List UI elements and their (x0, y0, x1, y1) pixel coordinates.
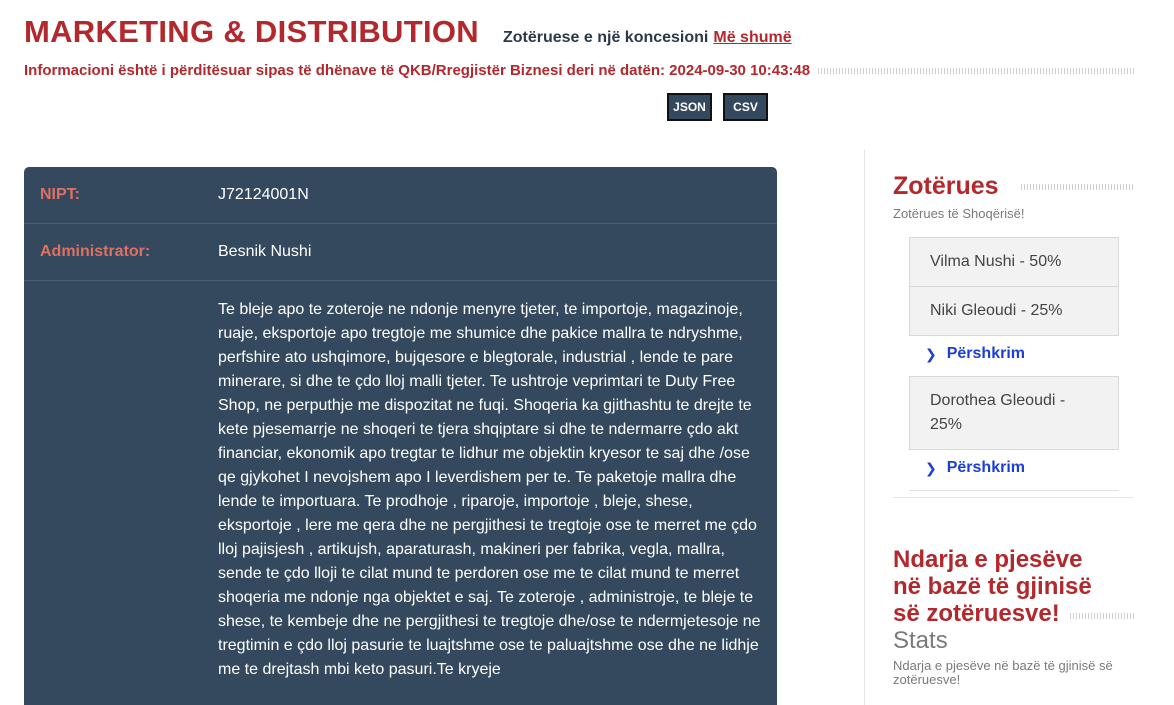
owners-list-end-divider (909, 490, 1119, 491)
section-divider (893, 497, 1134, 498)
company-details-card (24, 167, 777, 705)
nipt-value: J72124001N (218, 186, 309, 203)
owner-description-link[interactable] (925, 345, 1025, 363)
owner-item[interactable]: Dorothea Gleoudi - 25% (909, 376, 1119, 450)
gender-stats-heading: Ndarja e pjesëve në bazë të gjinisë së zotëruesve! (893, 546, 1092, 627)
owners-heading: Zotërues (893, 172, 999, 200)
hatch-divider (1021, 184, 1134, 190)
stats-label: Stats (893, 627, 948, 654)
nipt-label: NIPT: (40, 186, 80, 203)
owner-item[interactable]: Niki Gleoudi - 25% (909, 286, 1119, 336)
administrator-label: Administrator: (40, 243, 151, 260)
activity-description-text: Te bleje apo te zoteroje ne ndonje menyre tjeter, te importoje, magazinoje, ruaje, eksportoje apo tregtoje me shumice dhe pakice mallra te ndryshme, perfshire ato ushqimore, bujqesore e blegtorale, industrial , lende te pare minerare, si dhe te çdo lloj malli tjeter. Te ushtroje veprimtari te Duty Free Shop, ne perputhje me dispozitat ne fuqi. Shoqeria ka gjithashtu te drejte te kete pjesemarrje ne shoqeri te tjera shqiptare si dhe te ndermarre çdo akt financiar, ekonomik apo tregtar te lidhur me objektin kryesor te saj dhe /ose qe gjykohet I nevojshem apo I leverdishem per te. Te paketoje mallra dhe lende te importuara. Te prodhoje , riparoje, importoje , bleje, shese, eksportoje , lere me qera dhe ne pergjithesi te tregtoje ose te merret me çdo lloj pajisjesh , artikujsh, aparaturash, makineri per fabrika, vegla, mallra, sende te çdo lloji te cilat mund te perdoren ose me te cilat mund te merret shoqeria me ndonje nga objektet e saj. Te zoteroje , administroje, te bleje te shese, te kembeje dhe ne pergjithesi te tregtoje dhe/ose te ndermjetesoje ne tregtimin e çdo lloj pasurie te luajtshme ose te paluajtshme ose dhe ne lidhje me te drejtash mbi keto pasuri.Te kryeje (218, 301, 761, 678)
more-link[interactable]: Më shumë (713, 29, 792, 46)
owner-description-link[interactable] (925, 459, 1025, 477)
administrator-row (24, 224, 777, 281)
export-csv-button[interactable]: CSV (723, 93, 768, 121)
sidebar-divider (864, 150, 865, 705)
update-info-text: Informacioni është i përditësuar sipas të dhënave të QKB/Rregjistër Biznesi deri në datën: 2024-09-30 10:43:48 (24, 62, 811, 79)
chevron-right-icon: ❯ (925, 345, 937, 362)
owner-description-label: Përshkrim (946, 459, 1025, 476)
stats-subheading: Ndarja e pjesëve në bazë të gjinisë së zotëruesve! (893, 658, 1113, 687)
page-title: MARKETING & DISTRIBUTION (24, 14, 479, 49)
owner-item[interactable]: Vilma Nushi - 50% (909, 237, 1119, 287)
activity-description-label (24, 298, 218, 682)
update-info-row (24, 62, 1134, 79)
owner-description-label: Përshkrim (946, 345, 1025, 362)
export-json-button[interactable]: JSON (667, 93, 712, 121)
owner-label: Zotëruese e një koncesioni (502, 29, 709, 46)
owners-heading-row (893, 172, 1134, 201)
activity-description-row (24, 281, 777, 682)
hatch-divider (1070, 613, 1134, 619)
nipt-row (24, 167, 777, 224)
administrator-value: Besnik Nushi (218, 243, 312, 260)
title-row (24, 14, 792, 50)
chevron-right-icon: ❯ (925, 459, 937, 476)
owners-subheading: Zotërues të Shoqërisë! (893, 206, 1025, 221)
hatch-divider (818, 68, 1134, 74)
